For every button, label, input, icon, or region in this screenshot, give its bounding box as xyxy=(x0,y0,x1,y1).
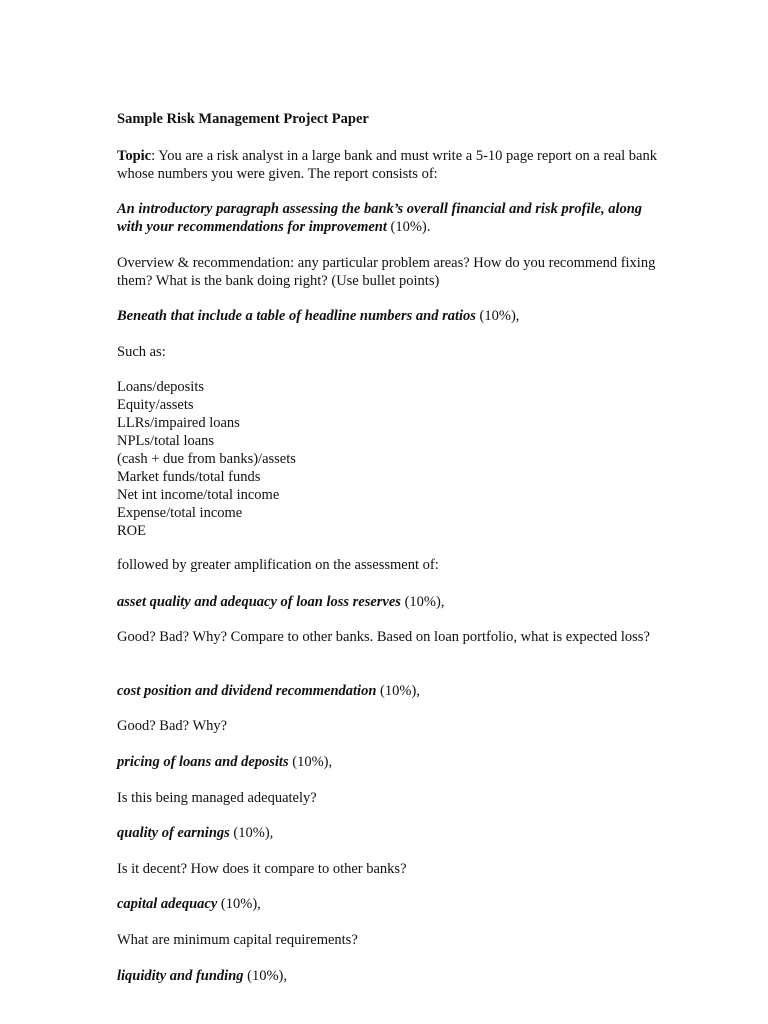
section-weight: (10%), xyxy=(217,896,261,912)
list-item: ROE xyxy=(117,523,146,539)
table-heading: Beneath that include a table of headline numbers and ratios xyxy=(117,308,476,324)
section-title: liquidity and funding xyxy=(117,968,244,984)
such-as-label: Such as: xyxy=(117,344,166,360)
section-title: cost position and dividend recommendation xyxy=(117,683,377,699)
section-question-pricing: Is this being managed adequately? xyxy=(117,790,317,806)
list-item: LLRs/impaired loans xyxy=(117,415,240,431)
table-weight: (10%), xyxy=(475,308,520,324)
list-item: Loans/deposits xyxy=(117,379,204,395)
list-item: Net int income/total income xyxy=(117,487,280,503)
section-heading-capital xyxy=(117,895,657,913)
section-weight: (10%), xyxy=(376,683,420,699)
intro-heading: An introductory paragraph assessing the bank’s overall financial and risk profile, along with your recommendations for improvement xyxy=(117,201,643,235)
document-title: Sample Risk Management Project Paper xyxy=(117,111,369,127)
topic-text: : You are a risk analyst in a large bank and must write a 5-10 page report on a real bank whose numbers you were given. The report consists of: xyxy=(117,148,657,182)
list-item: NPLs/total loans xyxy=(117,433,215,449)
section-heading-asset-quality xyxy=(117,593,657,611)
section-question-asset-quality: Good? Bad? Why? Compare to other banks. Based on loan portfolio, what is expected loss? xyxy=(117,629,650,645)
list-item: (cash + due from banks)/assets xyxy=(117,451,296,467)
section-heading-cost-position xyxy=(117,682,657,700)
section-weight: (10%), xyxy=(243,968,288,984)
topic-label: Topic xyxy=(117,148,152,164)
section-question-earnings: Is it decent? How does it compare to other banks? xyxy=(117,861,407,877)
section-heading-liquidity xyxy=(117,967,657,985)
intro-paragraph xyxy=(117,200,657,236)
section-title: quality of earnings xyxy=(117,825,230,841)
list-item: Market funds/total funds xyxy=(117,469,261,485)
overview-paragraph: Overview & recommendation: any particular problem areas? How do you recommend fixing them? What is the bank doing right? (Use bullet points) xyxy=(117,255,656,289)
section-heading-pricing xyxy=(117,753,657,771)
section-title: asset quality and adequacy of loan loss reserves xyxy=(117,594,401,610)
section-title: pricing of loans and deposits xyxy=(117,754,289,770)
section-question-capital: What are minimum capital requirements? xyxy=(117,932,358,948)
section-title: capital adequacy xyxy=(117,896,218,912)
topic-paragraph xyxy=(117,147,657,183)
ratio-list xyxy=(117,378,657,540)
followed-by-text: followed by greater amplification on the assessment of: xyxy=(117,557,439,573)
table-paragraph xyxy=(117,307,657,325)
section-heading-earnings xyxy=(117,824,657,842)
section-weight: (10%), xyxy=(229,825,274,841)
section-weight: (10%), xyxy=(288,754,333,770)
section-weight: (10%), xyxy=(400,594,445,610)
intro-weight: (10%). xyxy=(386,219,431,235)
section-question-cost-position: Good? Bad? Why? xyxy=(117,718,228,734)
list-item: Expense/total income xyxy=(117,505,243,521)
list-item: Equity/assets xyxy=(117,397,194,413)
